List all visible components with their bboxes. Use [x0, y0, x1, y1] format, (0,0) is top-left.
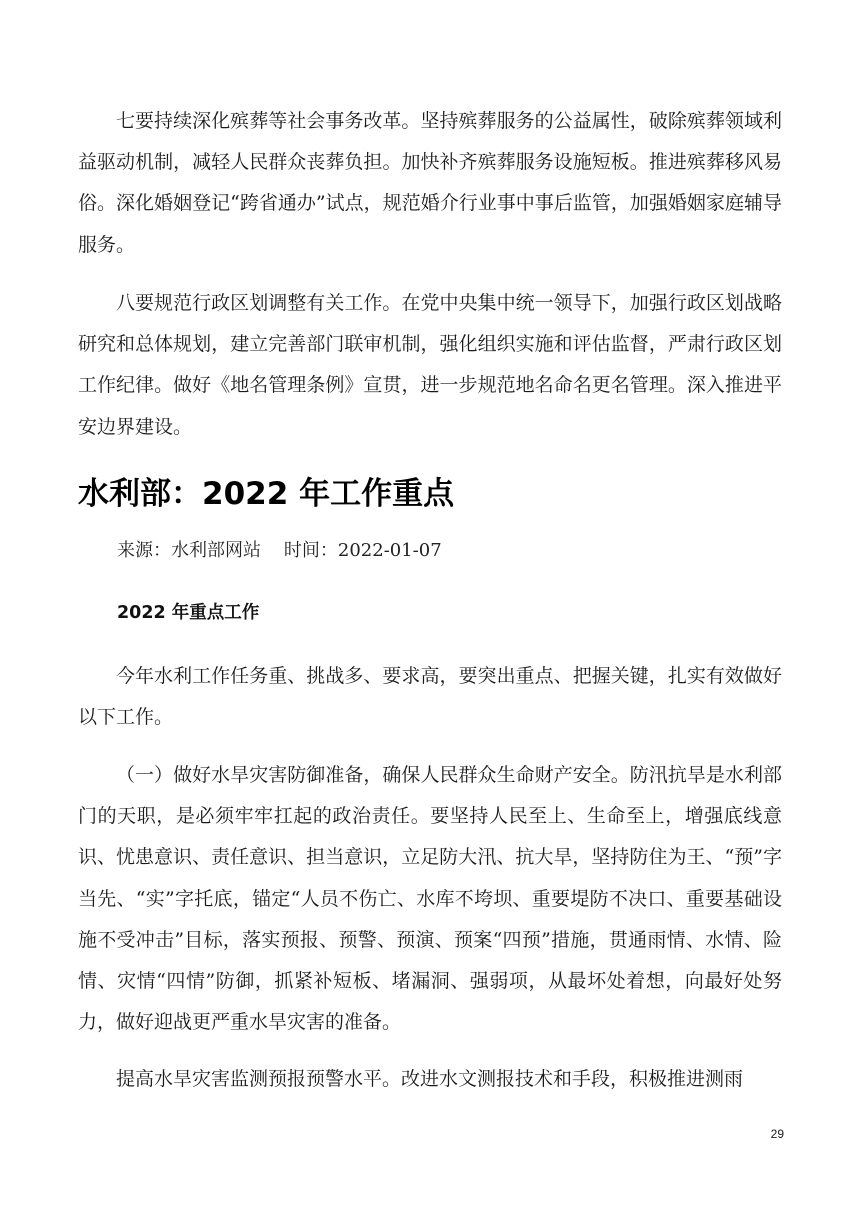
- paragraph-flood-defense: （一）做好水旱灾害防御准备，确保人民群众生命财产安全。防汛抗旱是水利部门的天职，是必须牢牢扛起的政治责任。要坚持人民至上、生命至上，增强底线意识、忧患意识、责任意识、担当意识，立足防大汛、抗大旱，坚持防住为王、“预”字当先、“实”字托底，锚定“人员不伤亡、水库不垮坝、重要堤防不决口、重要基础设施不受冲击”目标，落实预报、预警、预演、预案“四预”措施，贯通雨情、水情、险情、灾情“四情”防御，抓紧补短板、堵漏洞、强弱项，从最坏处着想，向最好处努力，做好迎战更严重水旱灾害的准备。: [78, 764, 782, 1034]
- page-number: 29: [770, 1127, 784, 1141]
- article-title: 水利部：2022 年工作重点: [78, 476, 455, 512]
- paragraph-administrative-division: 八要规范行政区划调整有关工作。在党中央集中统一领导下，加强行政区划战略研究和总体规划，建立完善部门联审机制，强化组织实施和评估监督，严肃行政区划工作纪律。做好《地名管理条例》宣贯，进一步规范地名命名更名管理。深入推进平安边界建设。: [78, 292, 782, 438]
- section-heading: 2022 年重点工作: [117, 603, 260, 623]
- article-meta: 来源：水利部网站 时间：2022-01-07: [117, 540, 442, 561]
- paragraph-funeral-reform: 七要持续深化殡葬等社会事务改革。坚持殡葬服务的公益属性，破除殡葬领域利益驱动机制，减轻人民群众丧葬负担。加快补齐殡葬服务设施短板。推进殡葬移风易俗。深化婚姻登记“跨省通办”试点，规范婚介行业事中事后监管，加强婚姻家庭辅导服务。: [78, 110, 782, 256]
- paragraph-intro: 今年水利工作任务重、挑战多、要求高，要突出重点、把握关键，扎实有效做好以下工作。: [78, 665, 782, 729]
- paragraph-monitoring: 提高水旱灾害监测预报预警水平。改进水文测报技术和手段，积极推进测雨: [116, 1068, 744, 1090]
